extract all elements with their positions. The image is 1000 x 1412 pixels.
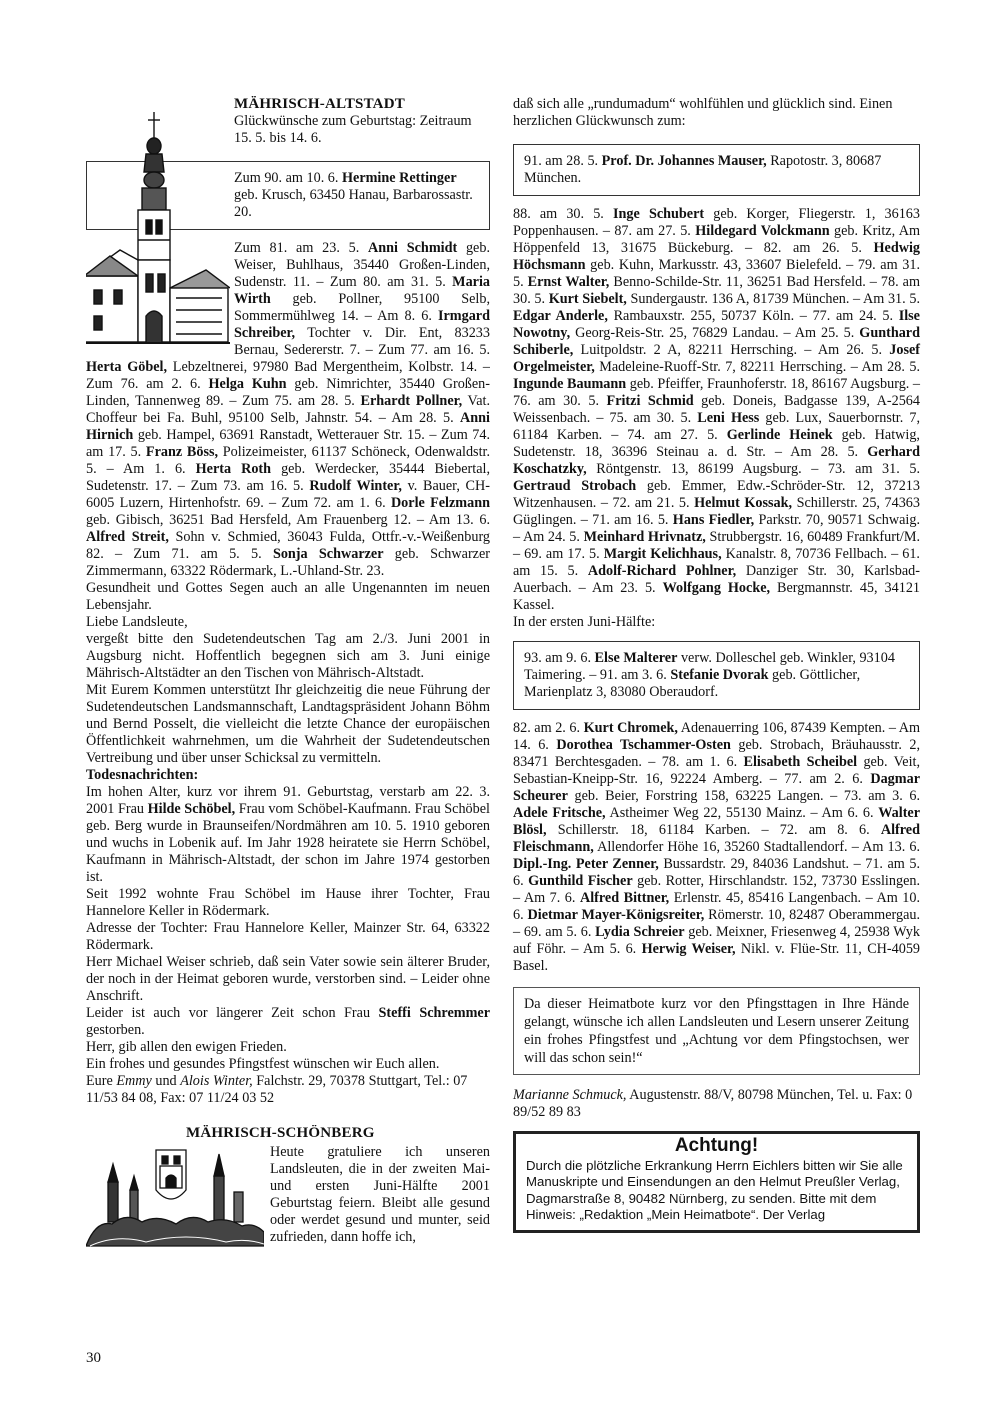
name-bold: Dietmar Mayer-Königsreiter, [527, 907, 705, 923]
section-title-maehrisch-schoenberg: MÄHRISCH-SCHÖNBERG [186, 1125, 375, 1141]
text-segment: Luitpoldstr. 2 A, 82211 Herrsching. – Am 26. 5. [573, 342, 890, 358]
text-segment: geb. Lux, Sauerbornstr. 7, 61184 Karben. – 74. am 27. 5. [513, 410, 920, 443]
text-segment: Rapotostr. 3, 80687 München. [524, 153, 882, 186]
altstadt-block [86, 96, 490, 580]
text-segment: Strubbergstr. 16, 60489 Frankfurt/M. – 69. am 17. 5. [513, 529, 920, 562]
text-segment: geb. Emmer, Edw.-Schröder-Str. 12, 37213 Witzenhausen. – 72. am 21. 5. [513, 478, 920, 511]
name-bold: Helga Kuhn [208, 376, 287, 392]
text-segment: geb. Pollner, 95100 Selb, Sommermühlweg 14. – Am 8. 6. [234, 291, 490, 324]
achtung-notice-box [513, 1131, 920, 1233]
name-italic: Alois Winter, [180, 1073, 253, 1089]
juni-heading: In der ersten Juni-Hälfte: [513, 614, 656, 630]
name-bold: Rudolf Winter, [309, 478, 402, 494]
name-bold: Kurt Chromek, [583, 720, 678, 736]
text-segment: geb. Rotter, Hirschlandstr. 152, 73730 Esslingen. – Am 7. 6. [513, 873, 921, 906]
name-bold: Herta Roth [195, 461, 272, 477]
town-coat-of-arms-drawing [86, 1146, 264, 1250]
text-segment: Sundergaustr. 136 A, 81739 München. – Am 31. 5. [626, 291, 921, 307]
name-bold: Irmgard Schreiber, [234, 308, 490, 341]
text-segment: Astheimer Weg 22, 55130 Mainz. – Am 6. 6. [605, 805, 879, 821]
achtung-title: Achtung! [674, 1135, 759, 1156]
pfingst-note-box [513, 987, 920, 1075]
text-segment: geb. Krusch, 63450 Hanau, Barbarossastr. 20. [234, 187, 473, 220]
name-bold: Dorle Felzmann [390, 495, 490, 511]
schoenberg-block [86, 1125, 490, 1250]
text-segment: geb. Pfeiffer, Fraunhoferstr. 18, 86167 Augsburg. – 76. am 30. 5. [513, 376, 920, 409]
text-segment: Vat. Choffeur bei Fa. Buhl, 95100 Selb, Jahnstr. 54. – Am 28. 5. [86, 393, 490, 426]
name-bold: Elisabeth Scheibel [743, 754, 858, 770]
text-segment: Augustenstr. 88/V, 80798 München, Tel. u. Fax: 0 89/52 89 83 [513, 1087, 913, 1120]
text-segment: Parkstr. 70, 90571 Schwaig. – Am 24. 5. [513, 512, 920, 545]
name-bold: Walter Blösl, [513, 805, 921, 838]
name-bold: Hermine Rettinger [341, 170, 457, 186]
name-italic: Emmy [116, 1073, 152, 1089]
schoenberg-intro: Heute gratuliere ich unseren Landsleuten, die in der zweiten Mai- und ersten Juni-Hälfte 2001 Geburtstag feiern. Bleibt alle gesund oder werdet gesund und munter, seid zufrieden, dann hoffe ich, [270, 1144, 490, 1245]
text-segment: Zum 81. am 23. 5. [234, 240, 369, 256]
text-segment: geb. Doneis, Badgasse 139, A-2564 Weissenbach. – 75. am 30. 5. [513, 393, 920, 426]
text-segment: Schillerstr. 18, 61184 Karben. – 72. am 8. 6. [546, 822, 881, 838]
achtung-body: Durch die plötzliche Erkrankung Herrn Eichlers bitten wir Sie alle Manuskripte und Einsendungen an den Helmut Preußler Verlag, Dagmarstraße 8, 90482 Nürnberg, zu senden. Bitte mit dem Hinweis: „Redaktion „Mein Heimatbote“. Der Verlag [526, 1157, 903, 1222]
text-segment: 91. am 28. 5. [524, 153, 602, 169]
text-segment: 93. am 9. 6. [524, 650, 595, 666]
text-segment: geb. Kuhn, Markusstr. 43, 33607 Bielefeld. – 79. am 31. 5. [513, 257, 920, 290]
birthday-box-93-text [524, 650, 909, 701]
juni-birthday-list [513, 720, 920, 975]
name-bold: Hildegard Volckmann [695, 223, 830, 239]
text-segment: Bergmannstr. 45, 34121 Kassel. [513, 580, 921, 613]
text-segment: Bussardstr. 29, 84036 Landshut. – 71. am 5. 6. [513, 856, 920, 889]
name-bold: Hans Fiedler, [672, 512, 755, 528]
text-segment: Leider ist auch vor längerer Zeit schon Frau [86, 1005, 379, 1021]
name-bold: Adolf-Richard Pohlner, [587, 563, 737, 579]
text-segment: geb. Göttlicher, Marienplatz 3, 83080 Oberaudorf. [524, 667, 861, 700]
text-segment: Falchstr. 29, 70378 Stuttgart, Tel.: 07 11/53 84 08, Fax: 07 11/24 03 52 [86, 1073, 468, 1106]
name-bold: Alfred Bittner, [579, 890, 670, 906]
text-segment: 82. am 2. 6. [513, 720, 584, 736]
text-segment: Tochter v. Dir. Ent, 83233 Bernau, Sedererstr. 7. – Zum 77. am 16. 5. [234, 325, 490, 358]
todesnachrichten-heading: Todesnachrichten: [86, 767, 199, 783]
name-bold: Gerlinde Heinek [726, 427, 833, 443]
altstadt-greeting: Liebe Landsleute, [86, 614, 188, 630]
text-segment: Eure [86, 1073, 117, 1089]
name-bold: Herta Göbel, [86, 359, 168, 375]
name-bold: Dipl.-Ing. Peter Zenner, [513, 856, 659, 872]
altstadt-sudetendeutscher-tag: vergeßt bitte den Sudetendeutschen Tag am 2./3. Juni 2001 in Augsburg nicht. Hoffentlich begegnen sich am 3. Juni einige Mährisch-Altstädter an den Tischen von Mährisch-Altstadt. [86, 631, 490, 681]
name-bold: Kurt Siebelt, [548, 291, 627, 307]
name-bold: Alfred Streit, [86, 529, 169, 545]
name-bold: Inge Schubert [613, 206, 705, 222]
name-bold: Hilde Schöbel, [147, 801, 236, 817]
name-bold: Maria Wirth [234, 274, 490, 307]
text-segment: Nikl. v. Flüe-Str. 11, CH-4059 Basel. [513, 941, 921, 974]
todesnachricht-wohnung: Seit 1992 wohnte Frau Schöbel im Hause ihrer Tochter, Frau Hannelore Keller in Rödermark. [86, 886, 490, 919]
name-bold: Stefanie Dvorak [670, 667, 769, 683]
name-bold: Else Malterer [594, 650, 678, 666]
name-bold: Helmut Kossak, [694, 495, 793, 511]
text-segment: Danziger Str. 30, Karlsbad-Auerbach. – Am 23. 5. [513, 563, 920, 596]
todesnachricht-weiser: Herr Michael Weiser schrieb, daß sein Vater sowie sein älterer Bruder, der noch in der Heimat geboren wurde, verstorben sind. – Leider ohne Anschrift. [86, 954, 490, 1004]
name-bold: Edgar Anderle, [513, 308, 608, 324]
text-segment: Frau vom Schöbel-Kaufmann. Frau Schöbel geb. Berg wurde in Braunseifen/Nordmähren am 10. 5. 1910 geboren und wuchs in Lobenik auf. Im Jahr 1928 heiratete sie Herrn Schöbel, Kaufmann in Mährisch-Altstadt, der schon im Jahre 1974 gestorben ist. [86, 801, 490, 885]
pfingst-wish: Ein frohes und gesundes Pfingstfest wünschen wir Euch allen. [86, 1056, 440, 1072]
altstadt-intro: Glückwünsche zum Geburtstag: Zeitraum 15. 5. bis 14. 6. [234, 113, 472, 146]
text-segment: geb. Hatwig, Sudetenstr. 18, 36396 Steinau a. d. Str. – Am 28. 5. [513, 427, 920, 460]
prayer-line: Herr, gib allen den ewigen Frieden. [86, 1039, 287, 1055]
name-bold: Dorothea Tschammer-Osten [556, 737, 731, 753]
name-bold: Sonja Schwarzer [272, 546, 384, 562]
text-segment: geb. Hampel, 63691 Ranstadt, Wetterauer Str. 15. – Zum 74. am 17. 5. [86, 427, 490, 460]
text-segment: Adenauerring 106, 87439 Kempten. – Am 14. 6. [513, 720, 920, 753]
name-bold: Hedwig Höchsmann [513, 240, 920, 273]
name-bold: Ilse Nowotny, [513, 308, 920, 341]
text-segment: geb. Korger, Fliegerstr. 1, 36163 Poppenhausen. – 87. am 27. 5. [513, 206, 920, 239]
text-segment: Polizeimeister, 61137 Schöneck, Odenwaldstr. 5. – Am 1. 6. [86, 444, 490, 477]
text-segment: Georg-Reis-Str. 25, 76829 Landau. – Am 25. 5. [570, 325, 860, 341]
left-column [86, 96, 490, 1250]
name-bold: Adele Fritsche, [513, 805, 606, 821]
name-bold: Ernst Walter, [527, 274, 610, 290]
name-bold: Gunthard Schiberle, [513, 325, 920, 358]
text-segment: geb. Strobach, Bräuhausstr. 2, 83471 Berchtesgaden. – 78. am 1. 6. [513, 737, 921, 770]
birthday-box-91 [513, 144, 920, 196]
text-segment: Schillerstr. 25, 74363 Güglingen. – 71. am 16. 5. [513, 495, 920, 528]
birthday-box-91-text [524, 153, 909, 187]
text-segment: geb. Werdecker, 35444 Biebertal, Sudetenstr. 17. – Zum 73. am 16. 5. [86, 461, 490, 494]
text-segment: v. Bauer, CH-6005 Luzern, Hirtenhofstr. 69. – Zum 72. am 1. 6. [86, 478, 490, 511]
text-segment: Madeleine-Ruoff-Str. 7, 82211 Herrsching. – Am 28. 5. [594, 359, 920, 375]
name-bold: Prof. Dr. Johannes Mauser, [601, 153, 767, 169]
schoenberg-birthday-list [513, 206, 920, 614]
page-number: 30 [86, 1350, 101, 1366]
text-segment: Römerstr. 10, 82487 Oberammergau. – 69. am 5. 6. [513, 907, 921, 940]
text-segment: geb. Beier, Forstring 158, 63225 Langen. – 73. am 3. 6. [567, 788, 920, 804]
text-segment: geb. Schwarzer Zimmermann, 63322 Rödermark, L.-Uhland-Str. 23. [86, 546, 490, 579]
text-segment: geb. Veit, Sebastian-Kneipp-Str. 16, 92224 Amberg. – 77. am 2. 6. [513, 754, 920, 787]
name-bold: Gunthild Fischer [528, 873, 633, 889]
text-segment: Benno-Schilde-Str. 11, 36251 Bad Hersfeld. – 78. am 30. 5. [513, 274, 920, 307]
name-bold: Meinhard Hrivnatz, [583, 529, 706, 545]
altstadt-signature [86, 1073, 490, 1107]
name-bold: Fritzi Schmid [606, 393, 694, 409]
church-tower-drawing [86, 110, 230, 348]
name-bold: Herwig Weiser, [641, 941, 736, 957]
right-column [513, 96, 920, 1233]
name-bold: Erhardt Pollner, [360, 393, 463, 409]
text-segment: geb. Weiser, Buhlhaus, 35440 Großen-Linden, Sudenstr. 11. – Zum 80. am 31. 5. [234, 240, 490, 290]
name-bold: Gerhard Koschatzky, [513, 444, 920, 477]
text-segment: Lebzeltnerei, 97980 Bad Mergentheim, Kolbstr. 14. – Zum 76. am 2. 6. [86, 359, 490, 392]
text-segment: Allendorfer Höhe 16, 35260 Stadtallendorf. – Am 13. 6. [593, 839, 920, 855]
text-segment: 88. am 30. 5. [513, 206, 613, 222]
altstadt-blessing: Gesundheit und Gottes Segen auch an alle Ungenannten im neuen Lebensjahr. [86, 580, 490, 613]
name-bold: Ingunde Baumann [513, 376, 627, 392]
name-italic: Marianne Schmuck, [513, 1087, 627, 1103]
text-segment: geb. Nimrichter, 35440 Großen-Linden, Tannenweg 89. – Zum 75. am 28. 5. [86, 376, 490, 409]
name-bold: Anni Hirnich [86, 410, 490, 443]
name-bold: Anni Schmidt [368, 240, 458, 256]
name-bold: Gertraud Strobach [513, 478, 637, 494]
name-bold: Lydia Schreier [595, 924, 685, 940]
section-title-maehrisch-altstadt: MÄHRISCH-ALTSTADT [234, 96, 405, 112]
text-segment: geb. Meixner, Friesenweg 4, 25938 Wyk auf Föhr. – Am 5. 6. [513, 924, 920, 957]
altstadt-kommen-paragraph: Mit Eurem Kommen unterstützt Ihr gleichzeitig die neue Führung der Sudetendeutschen Landsmannschaft, Landtagspräsident Johann Böhm und Bernd Posselt, die vielleicht die letzte Chance der europäischen Öffentlichkeit wahrnehmen, um die Wahrheit der Sudetendeutschen Vertreibung und über unser Schicksal zu vermitteln. [86, 682, 490, 766]
schoenberg-signature [513, 1087, 920, 1121]
text-segment: Zum 90. am 10. 6. [234, 170, 342, 186]
name-bold: Dagmar Scheurer [513, 771, 920, 804]
name-bold: Steffi Schremmer [378, 1005, 490, 1021]
birthday-box-93 [513, 641, 920, 710]
name-bold: Wolfgang Hocke, [662, 580, 771, 596]
text-segment: Sohn v. Schmied, 36043 Fulda, Ottfr.-v.-Weißenburg 82. – Zum 71. am 5. 5. [86, 529, 490, 562]
name-bold: Josef Orgelmeister, [513, 342, 920, 375]
schoenberg-intro-continued: daß sich alle „rundumadum“ wohlfühlen und glücklich sind. Einen herzlichen Glückwunsch zum: [513, 96, 893, 129]
text-segment: geb. Gibisch, 36251 Bad Hersfeld, Am Frauenberg 12. – Am 13. 6. [86, 512, 490, 528]
pfingst-note-text: Da dieser Heimatbote kurz vor den Pfingsttagen in Ihre Hände gelangt, wünsche ich allen Landsleuten und Lesern unserer Zeitung ein frohes Pfingstfest und „Achtung vor dem Pfingstochsen, wer will das schon sein!“ [524, 996, 909, 1066]
todesnachricht-adresse: Adresse der Tochter: Frau Hannelore Keller, Mainzer Str. 64, 63322 Rödermark. [86, 920, 490, 953]
name-bold: Franz Böss, [145, 444, 219, 460]
text-segment: verw. Dolleschel geb. Winkler, 93104 Taimering. – 91. am 3. 6. [524, 650, 895, 683]
text-segment: Rambauxstr. 255, 50737 Köln. – 77. am 24. 5. [607, 308, 899, 324]
text-segment: Im hohen Alter, kurz vor ihrem 91. Geburtstag, verstarb am 22. 3. 2001 Frau [86, 784, 490, 817]
text-segment: Kanalstr. 8, 70736 Fellbach. – 61. am 15. 5. [513, 546, 920, 579]
todesnachricht-schoebel [86, 784, 490, 886]
name-bold: Margit Kelichhaus, [603, 546, 722, 562]
todesnachricht-schremmer [86, 1005, 490, 1039]
text-segment: gestorben. [86, 1022, 145, 1038]
text-segment: und [151, 1073, 181, 1089]
text-segment: Röntgenstr. 13, 86199 Augsburg. – 73. am 31. 5. [586, 461, 920, 477]
name-bold: Alfred Fleischmann, [513, 822, 920, 855]
name-bold: Leni Hess [697, 410, 760, 426]
text-segment: Erlenstr. 45, 85416 Langenbach. – Am 10. 6. [513, 890, 920, 923]
text-segment: geb. Kritz, Am Höppenfeld 13, 31675 Bückeburg. – 82. am 26. 5. [513, 223, 920, 256]
